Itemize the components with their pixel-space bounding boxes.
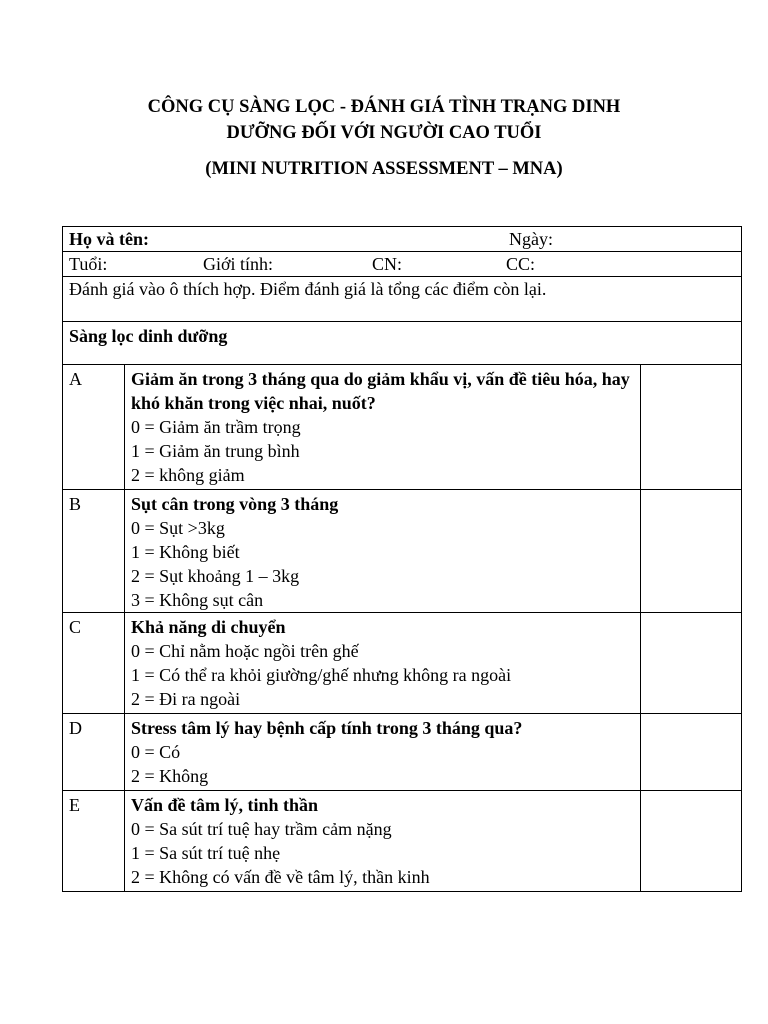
instruction-text: Đánh giá vào ô thích hợp. Điểm đánh giá là tổng các điểm còn lại. [69, 279, 547, 299]
answer-option: 2 = Đi ra ngoài [131, 689, 241, 709]
answer-option: 2 = Không [131, 766, 209, 786]
name-date-row [63, 227, 742, 252]
score-cell[interactable] [641, 490, 742, 613]
answer-option: 3 = Không sụt cân [131, 590, 264, 610]
answer-option: 2 = Sụt khoảng 1 – 3kg [131, 566, 300, 586]
question-letter: A [69, 369, 82, 389]
answer-option: 1 = Sa sút trí tuệ nhẹ [131, 843, 281, 863]
question-text: Stress tâm lý hay bệnh cấp tính trong 3 tháng qua? [131, 718, 523, 738]
score-cell[interactable] [641, 791, 742, 892]
cc-label: CC: [506, 254, 536, 274]
document-subtitle: (MINI NUTRITION ASSESSMENT – MNA) [205, 159, 563, 179]
title-line-2: DƯỠNG ĐỐI VỚI NGƯỜI CAO TUỔI [226, 123, 542, 143]
question-row-c [63, 613, 742, 714]
question-letter: C [69, 617, 82, 637]
answer-option: 0 = Sụt >3kg [131, 518, 225, 538]
answer-option: 0 = Có [131, 742, 181, 762]
age-gender-row [63, 252, 742, 277]
question-row-e [63, 791, 742, 892]
answer-option: 0 = Giảm ăn trầm trọng [131, 417, 301, 437]
cn-label: CN: [372, 254, 403, 274]
section-title: Sàng lọc dinh dưỡng [69, 326, 228, 346]
answer-option: 1 = Không biết [131, 542, 240, 562]
question-letter: D [69, 718, 82, 738]
question-row-d [63, 714, 742, 791]
question-text: Giảm ăn trong 3 tháng qua do giảm khẩu vị, vấn đề tiêu hóa, hay khó khăn trong việc nhai, nuốt? [131, 369, 630, 413]
score-cell[interactable] [641, 613, 742, 714]
question-letter: E [69, 795, 80, 815]
section-row [63, 322, 742, 365]
name-label: Họ và tên: [69, 229, 149, 249]
question-text: Sụt cân trong vòng 3 tháng [131, 494, 339, 514]
date-label: Ngày: [509, 229, 553, 249]
answer-option: 0 = Chỉ nằm hoặc ngồi trên ghế [131, 641, 359, 661]
document-title [0, 94, 768, 146]
age-label: Tuổi: [69, 254, 108, 274]
answer-option: 2 = Không có vấn đề về tâm lý, thần kinh [131, 867, 430, 887]
score-cell[interactable] [641, 714, 742, 791]
question-letter: B [69, 494, 82, 514]
title-line-1: CÔNG CỤ SÀNG LỌC - ĐÁNH GIÁ TÌNH TRẠNG DINH [147, 97, 621, 117]
question-row-b [63, 490, 742, 613]
instruction-row [63, 277, 742, 322]
gender-label: Giới tính: [203, 254, 274, 274]
score-cell[interactable] [641, 365, 742, 490]
question-row-a [63, 365, 742, 490]
answer-option: 2 = không giảm [131, 465, 245, 485]
answer-option: 1 = Có thể ra khỏi giường/ghế nhưng không ra ngoài [131, 665, 512, 685]
question-text: Khả năng di chuyển [131, 617, 286, 637]
answer-option: 1 = Giảm ăn trung bình [131, 441, 300, 461]
assessment-table [62, 226, 742, 892]
answer-option: 0 = Sa sút trí tuệ hay trầm cảm nặng [131, 819, 392, 839]
question-text: Vấn đề tâm lý, tinh thần [131, 795, 319, 815]
